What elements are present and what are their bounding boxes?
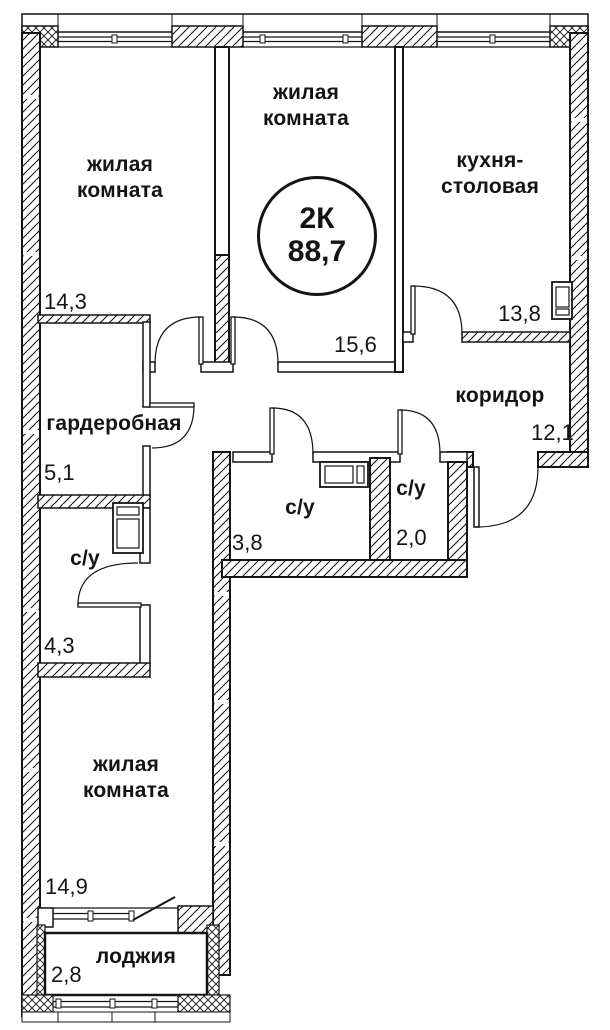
room-label-living3: жилая комната — [82, 753, 170, 802]
room-area-bath2: 3,8 — [232, 530, 263, 555]
room-label-kitchen: кухня-столовая — [440, 149, 540, 198]
room-area-bath3: 2,0 — [396, 525, 427, 550]
room-area-bath1: 4,3 — [44, 633, 75, 658]
badge-total-area: 88,7 — [287, 235, 347, 268]
room-area-wardrobe: 5,1 — [44, 460, 75, 485]
room-label-corridor: коридор — [455, 384, 545, 407]
room-area-living3: 14,9 — [45, 874, 88, 899]
washing-machine-icon — [320, 462, 368, 487]
room-label-wardrobe: гардеробная — [46, 412, 182, 435]
badge-room-type: 2К — [299, 202, 335, 235]
room-area-corridor: 12,1 — [531, 420, 574, 445]
room-label-loggia: лоджия — [95, 945, 177, 968]
entrance-door-arc — [476, 467, 538, 527]
room-area-living2: 15,6 — [334, 332, 377, 357]
room-label-living1: жилая комната — [76, 153, 164, 202]
apartment-badge — [257, 176, 377, 296]
room-area-loggia: 2,8 — [51, 962, 82, 987]
kitchen-vent-icon — [552, 282, 572, 319]
facade-windows — [58, 35, 550, 47]
room-label-living2: жилая комната — [262, 81, 350, 130]
interior-walls — [38, 47, 570, 677]
room-label-bath1: с/у — [70, 547, 100, 570]
room-area-kitchen: 13,8 — [498, 301, 541, 326]
room-label-bath2: с/у — [285, 496, 315, 519]
room-area-living1: 14,3 — [44, 289, 87, 314]
room-label-bath3: с/у — [396, 477, 426, 500]
entrance-door-leaf — [474, 467, 479, 527]
